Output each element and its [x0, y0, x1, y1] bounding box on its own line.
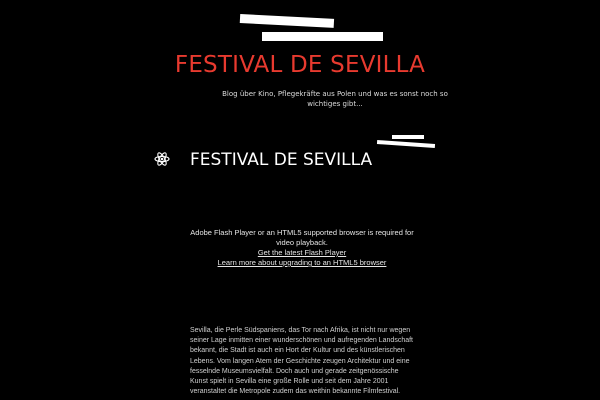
- video-player-notice: [185, 228, 419, 268]
- decorative-bar: [377, 140, 435, 148]
- decorative-bar: [240, 14, 334, 28]
- decorative-bar: [262, 32, 383, 41]
- decorative-bar: [392, 135, 424, 139]
- video-notice-message: Adobe Flash Player or an HTML5 supported browser is required for video playback.: [190, 228, 414, 247]
- site-description: Blog über Kino, Pflegekräfte aus Polen und was es sonst noch so wichtiges gibt...: [222, 90, 448, 108]
- site-title-link[interactable]: FESTIVAL DE SEVILLA: [174, 52, 426, 78]
- post-body-text: Sevilla, die Perle Südspaniens, das Tor nach Afrika, ist nicht nur wegen seiner Lage inmitten einer wunderschönen und aufregenden Landschaft bekannt, die Stadt ist auch ein Hort der Kultur und des künstlerischen Lebens. Vom langen Atem der Geschichte zeugen Architektur und eine fesselnde Museumsvielfalt. Doch auch und gerade zeitgenössische Kunst spielt in Sevilla eine große Rolle und seit dem Jahre 2001 veranstaltet die Metropole zudem das weithin bekannte Filmfestival.: [190, 327, 413, 396]
- get-flash-player-link[interactable]: Get the latest Flash Player: [257, 248, 347, 257]
- post-title: FESTIVAL DE SEVILLA: [190, 150, 373, 170]
- atom-icon: [154, 151, 170, 167]
- html5-browser-link[interactable]: Learn more about upgrading to an HTML5 browser: [217, 258, 387, 267]
